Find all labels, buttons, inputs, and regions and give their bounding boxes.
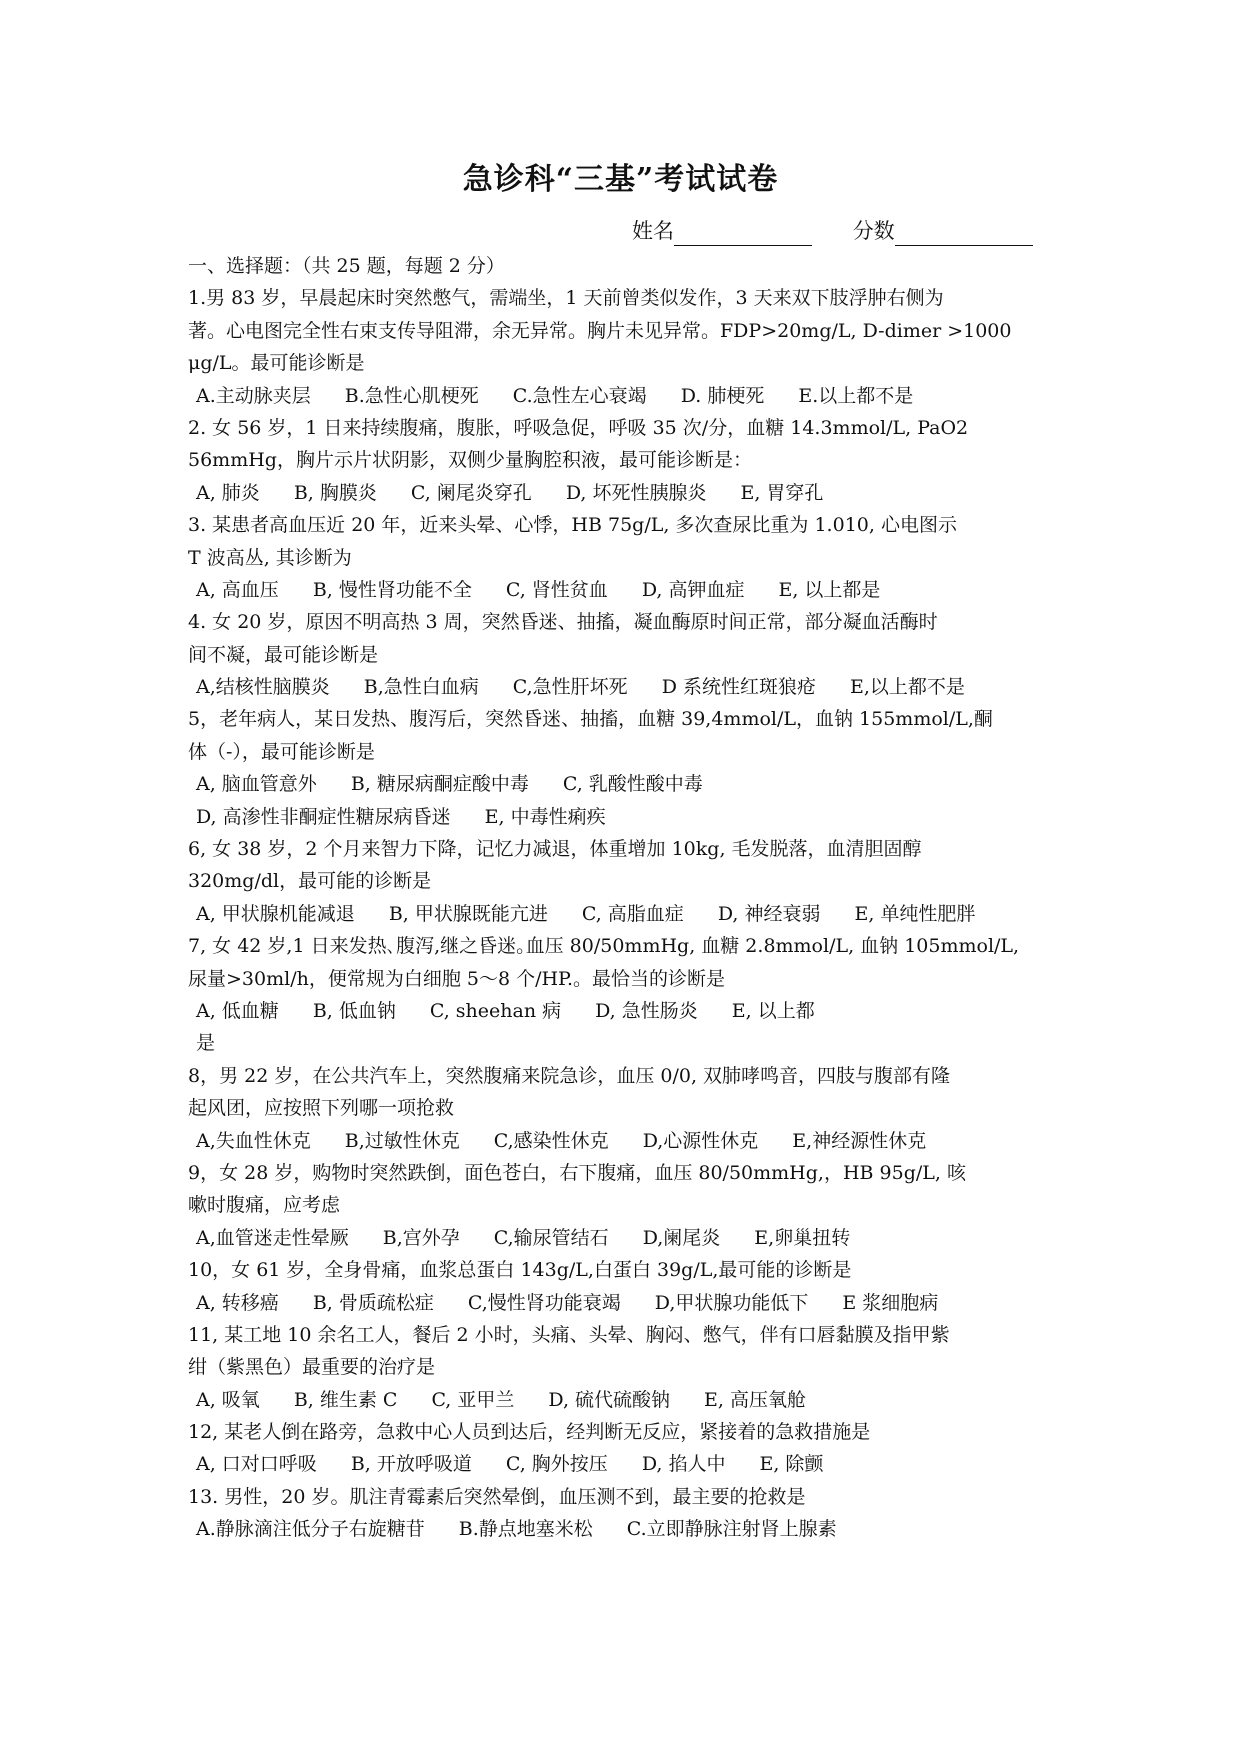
question-stem-line: 5，老年病人，某日发热、腹泻后，突然昏迷、抽搐，血糖 39,4mmol/L，血钠 155mmol/L,酮 [188, 708, 993, 731]
name-blank [674, 223, 812, 246]
option: B, 糖尿病酮症酸中毒 [350, 773, 529, 796]
question [188, 606, 1118, 703]
score-field [853, 216, 1033, 246]
question-stem-line: μg/L。最可能诊断是 [188, 352, 365, 375]
question-stem-line: 嗽时腹痛，应考虑 [188, 1194, 341, 1217]
score-blank [895, 223, 1033, 246]
option: A,失血性休克 [196, 1129, 311, 1152]
question-stem-line: 间不凝，最可能诊断是 [188, 643, 379, 666]
question-stem-line: 9，女 28 岁，购物时突然跌倒，面色苍白，右下腹痛，血压 80/50mmHg,，HB 95g/L, 咳 [188, 1161, 966, 1184]
option: 是 [196, 1032, 216, 1055]
option: C, 高脂血症 [581, 902, 684, 925]
question-stem-line: 7, 女 42 岁,1 日来发热､腹泻,继之昏迷｡血压 80/50mmHg, 血糖 2.8mmol/L, 血钠 105mmol/L, [188, 935, 1020, 958]
name-label: 姓名 [632, 219, 674, 243]
option: E.以上都不是 [798, 384, 914, 407]
option: E,以上都不是 [849, 676, 965, 699]
option: B, 慢性肾功能不全 [312, 578, 472, 601]
option: D, 急性肠炎 [595, 999, 698, 1022]
question [188, 930, 1118, 1060]
option: D, 高钾血症 [641, 578, 745, 601]
question-stem-line: 12, 某老人倒在路旁，急救中心人员到达后，经判断无反应，紧接着的急救措施是 [188, 1421, 871, 1444]
name-field [632, 216, 812, 246]
option: A.静脉滴注低分子右旋糖苷 [196, 1518, 425, 1541]
option: B, 开放呼吸道 [350, 1453, 472, 1476]
option: A,结核性脑膜炎 [196, 676, 330, 699]
option-row [188, 1222, 1118, 1254]
question-stem-line: 起风团，应按照下列哪一项抢救 [188, 1097, 455, 1120]
option: E, 以上都是 [778, 578, 881, 601]
option: C.急性左心衰竭 [512, 384, 647, 407]
section-heading: 一、选择题：（共 25 题，每题 2 分） [188, 255, 505, 277]
question-stem-line: T 波高丛, 其诊断为 [188, 546, 352, 569]
question [188, 1060, 1118, 1157]
option: D, 高渗性非酮症性糖尿病昏迷 [196, 805, 451, 828]
option: C,输尿管结石 [493, 1226, 609, 1249]
question-stem-line: 著。心电图完全性右束支传导阻滞，余无异常。胸片未见异常。FDP>20mg/L, D-dimer >1000 [188, 319, 1012, 342]
question-stem-line: 3. 某患者高血压近 20 年，近来头晕、心悸，HB 75g/L, 多次查尿比重为 1.010, 心电图示 [188, 514, 957, 537]
option-row [188, 477, 1118, 509]
option: E 浆细胞病 [842, 1291, 939, 1314]
question-stem-line: 56mmHg，胸片示片状阴影，双侧少量胸腔积液，最可能诊断是： [188, 449, 752, 472]
question-stem-line: 尿量>30ml/h，便常规为白细胞 5～8 个/HP.。最恰当的诊断是 [188, 967, 726, 990]
option: E, 除颤 [759, 1453, 824, 1476]
question-stem-line: 8，男 22 岁，在公共汽车上，突然腹痛来院急诊，血压 0/0, 双肺哮鸣音，四肢与腹部有隆 [188, 1064, 951, 1087]
question [188, 509, 1118, 606]
question [188, 282, 1118, 412]
option: B, 维生素 C [293, 1388, 398, 1411]
option: B, 胸膜炎 [293, 481, 377, 504]
exam-body [188, 250, 1118, 1546]
option-row [188, 898, 1118, 930]
option: A, 肺炎 [196, 481, 260, 504]
option: E, 中毒性痢疾 [484, 805, 606, 828]
option: E, 以上都 [731, 999, 815, 1022]
option: C.立即静脉注射肾上腺素 [626, 1518, 837, 1541]
option-row [188, 1384, 1118, 1416]
exam-title: 急诊科“三基”考试试卷 [462, 162, 779, 197]
option: A, 口对口呼吸 [196, 1453, 317, 1476]
question [188, 833, 1118, 930]
option: D, 硫代硫酸钠 [548, 1388, 671, 1411]
option: A.主动脉夹层 [196, 384, 311, 407]
option: B.急性心肌梗死 [344, 384, 479, 407]
option: C, sheehan 病 [429, 999, 562, 1022]
option: B,过敏性休克 [344, 1129, 460, 1152]
option-row [188, 1513, 1118, 1545]
question [188, 1254, 1118, 1319]
option: D 系统性红斑狼疮 [661, 676, 816, 699]
option: B, 低血钠 [312, 999, 396, 1022]
option-row [188, 1027, 1118, 1059]
option-row [188, 1287, 1118, 1319]
score-label: 分数 [852, 219, 895, 243]
option: C, 阑尾炎穿孔 [410, 481, 532, 504]
option: A, 高血压 [196, 578, 279, 601]
option: A, 甲状腺机能减退 [196, 902, 355, 925]
option: B, 甲状腺既能亢进 [388, 902, 548, 925]
option: B, 骨质疏松症 [312, 1291, 434, 1314]
question-stem-line: 11, 某工地 10 余名工人，餐后 2 小时，头痛、头晕、胸闷、憋气，伴有口唇黏膜及指甲紫 [188, 1323, 950, 1346]
option: B.静点地塞米松 [458, 1518, 593, 1541]
option: E,神经源性休克 [792, 1129, 927, 1152]
option: E, 单纯性肥胖 [854, 902, 976, 925]
option: A, 低血糖 [196, 999, 279, 1022]
question-stem-line: 1.男 83 岁，早晨起床时突然憋气，需端坐，1 天前曾类似发作，3 天来双下肢浮肿右侧为 [188, 287, 944, 310]
option: A, 转移癌 [196, 1291, 279, 1314]
option-row [188, 1448, 1118, 1480]
option-row [188, 380, 1118, 412]
question-stem-line: 2. 女 56 岁，1 日来持续腹痛，腹胀，呼吸急促，呼吸 35 次/分，血糖 14.3mmol/L, PaO2 [188, 416, 969, 439]
question [188, 1157, 1118, 1254]
option-row [188, 574, 1118, 606]
option-row [188, 671, 1118, 703]
option: C, 肾性贫血 [505, 578, 608, 601]
option: A,血管迷走性晕厥 [196, 1226, 349, 1249]
question [188, 703, 1118, 833]
question-stem-line: 6, 女 38 岁，2 个月来智力下降，记忆力减退，体重增加 10kg, 毛发脱落，血清胆固醇 [188, 838, 922, 861]
question [188, 1416, 1118, 1481]
question-stem-line: 320mg/dl，最可能的诊断是 [188, 870, 432, 893]
option: E,卵巢扭转 [754, 1226, 851, 1249]
option: D, 掐人中 [641, 1453, 726, 1476]
question [188, 1319, 1118, 1416]
option: C,感染性休克 [493, 1129, 609, 1152]
question-stem-line: 10，女 61 岁，全身骨痛，血浆总蛋白 143g/L,白蛋白 39g/L,最可能的诊断是 [188, 1259, 852, 1282]
question [188, 1481, 1118, 1546]
question-stem-line: 4. 女 20 岁，原因不明高热 3 周，突然昏迷、抽搐，凝血酶原时间正常，部分凝血活酶时 [188, 611, 938, 634]
option: A, 吸氧 [196, 1388, 260, 1411]
question-list [188, 282, 1118, 1545]
question-stem-line: 13. 男性，20 岁。肌注青霉素后突然晕倒，血压测不到，最主要的抢救是 [188, 1485, 806, 1508]
option: D,心源性休克 [642, 1129, 759, 1152]
option: E, 胃穿孔 [740, 481, 824, 504]
option: D, 坏死性胰腺炎 [565, 481, 707, 504]
option-row [188, 1125, 1118, 1157]
option: C, 乳酸性酸中毒 [562, 773, 703, 796]
option: D,阑尾炎 [642, 1226, 721, 1249]
question [188, 412, 1118, 509]
option: B,宫外孕 [382, 1226, 460, 1249]
option: C,慢性肾功能衰竭 [467, 1291, 621, 1314]
question-stem-line: 体（-），最可能诊断是 [188, 740, 375, 763]
option-row [188, 801, 1118, 833]
option: D, 神经衰弱 [717, 902, 821, 925]
option: C, 胸外按压 [505, 1453, 608, 1476]
option: D,甲状腺功能低下 [654, 1291, 809, 1314]
option-row [188, 768, 1118, 800]
option: A, 脑血管意外 [196, 773, 317, 796]
option-row [188, 995, 1118, 1027]
option: C,急性肝坏死 [512, 676, 628, 699]
header-fields [632, 216, 1067, 246]
option: E, 高压氧舱 [704, 1388, 806, 1411]
question-stem-line: 绀（紫黑色）最重要的治疗是 [188, 1356, 436, 1379]
option: B,急性白血病 [363, 676, 479, 699]
option: D. 肺梗死 [680, 384, 765, 407]
option: C, 亚甲兰 [431, 1388, 515, 1411]
